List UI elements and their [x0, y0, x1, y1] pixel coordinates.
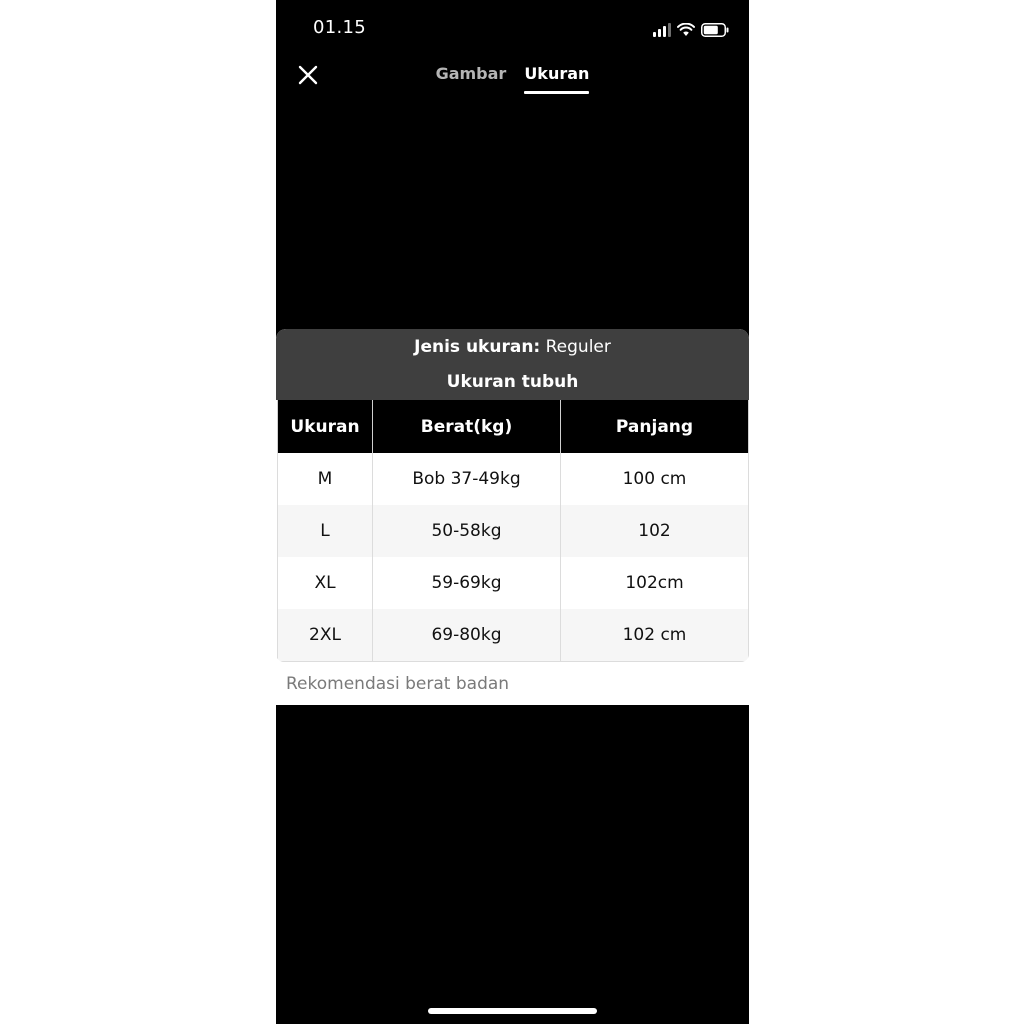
table-header-row	[278, 400, 749, 453]
table-cell: L	[278, 505, 373, 557]
tab-ukuran[interactable]: Ukuran	[524, 64, 589, 93]
table-cell: 100 cm	[561, 453, 749, 505]
size-table-wrap	[276, 400, 749, 662]
size-type-label: Jenis ukuran:	[414, 337, 541, 357]
battery-icon	[701, 23, 729, 37]
size-type-value: Reguler	[545, 337, 611, 357]
tab-gambar[interactable]: Gambar	[435, 64, 507, 83]
size-chart-card	[276, 329, 749, 705]
table-cell: 102cm	[561, 557, 749, 609]
table-row	[278, 557, 749, 609]
table-cell: 69-80kg	[373, 609, 561, 662]
table-cell: 50-58kg	[373, 505, 561, 557]
wifi-icon	[677, 23, 695, 37]
body-size-title: Ukuran tubuh	[446, 372, 579, 392]
column-header: Berat(kg)	[373, 400, 561, 453]
size-type	[276, 337, 749, 357]
table-cell: 102 cm	[561, 609, 749, 662]
tab-bar	[276, 64, 749, 93]
weight-recommendation-note: Rekomendasi berat badan	[286, 674, 510, 694]
home-indicator[interactable]	[428, 1008, 597, 1014]
size-chart-header	[276, 329, 749, 400]
status-time: 01.15	[313, 17, 367, 38]
table-cell: XL	[278, 557, 373, 609]
table-row	[278, 453, 749, 505]
phone-screen	[276, 0, 749, 1024]
signal-icon	[653, 23, 671, 37]
column-header: Panjang	[561, 400, 749, 453]
column-header: Ukuran	[278, 400, 373, 453]
size-table	[277, 400, 749, 662]
table-row	[278, 505, 749, 557]
table-row	[278, 609, 749, 662]
status-icons	[653, 19, 729, 37]
table-cell: 59-69kg	[373, 557, 561, 609]
table-cell: M	[278, 453, 373, 505]
table-cell: 102	[561, 505, 749, 557]
table-cell: 2XL	[278, 609, 373, 662]
table-cell: Bob 37-49kg	[373, 453, 561, 505]
